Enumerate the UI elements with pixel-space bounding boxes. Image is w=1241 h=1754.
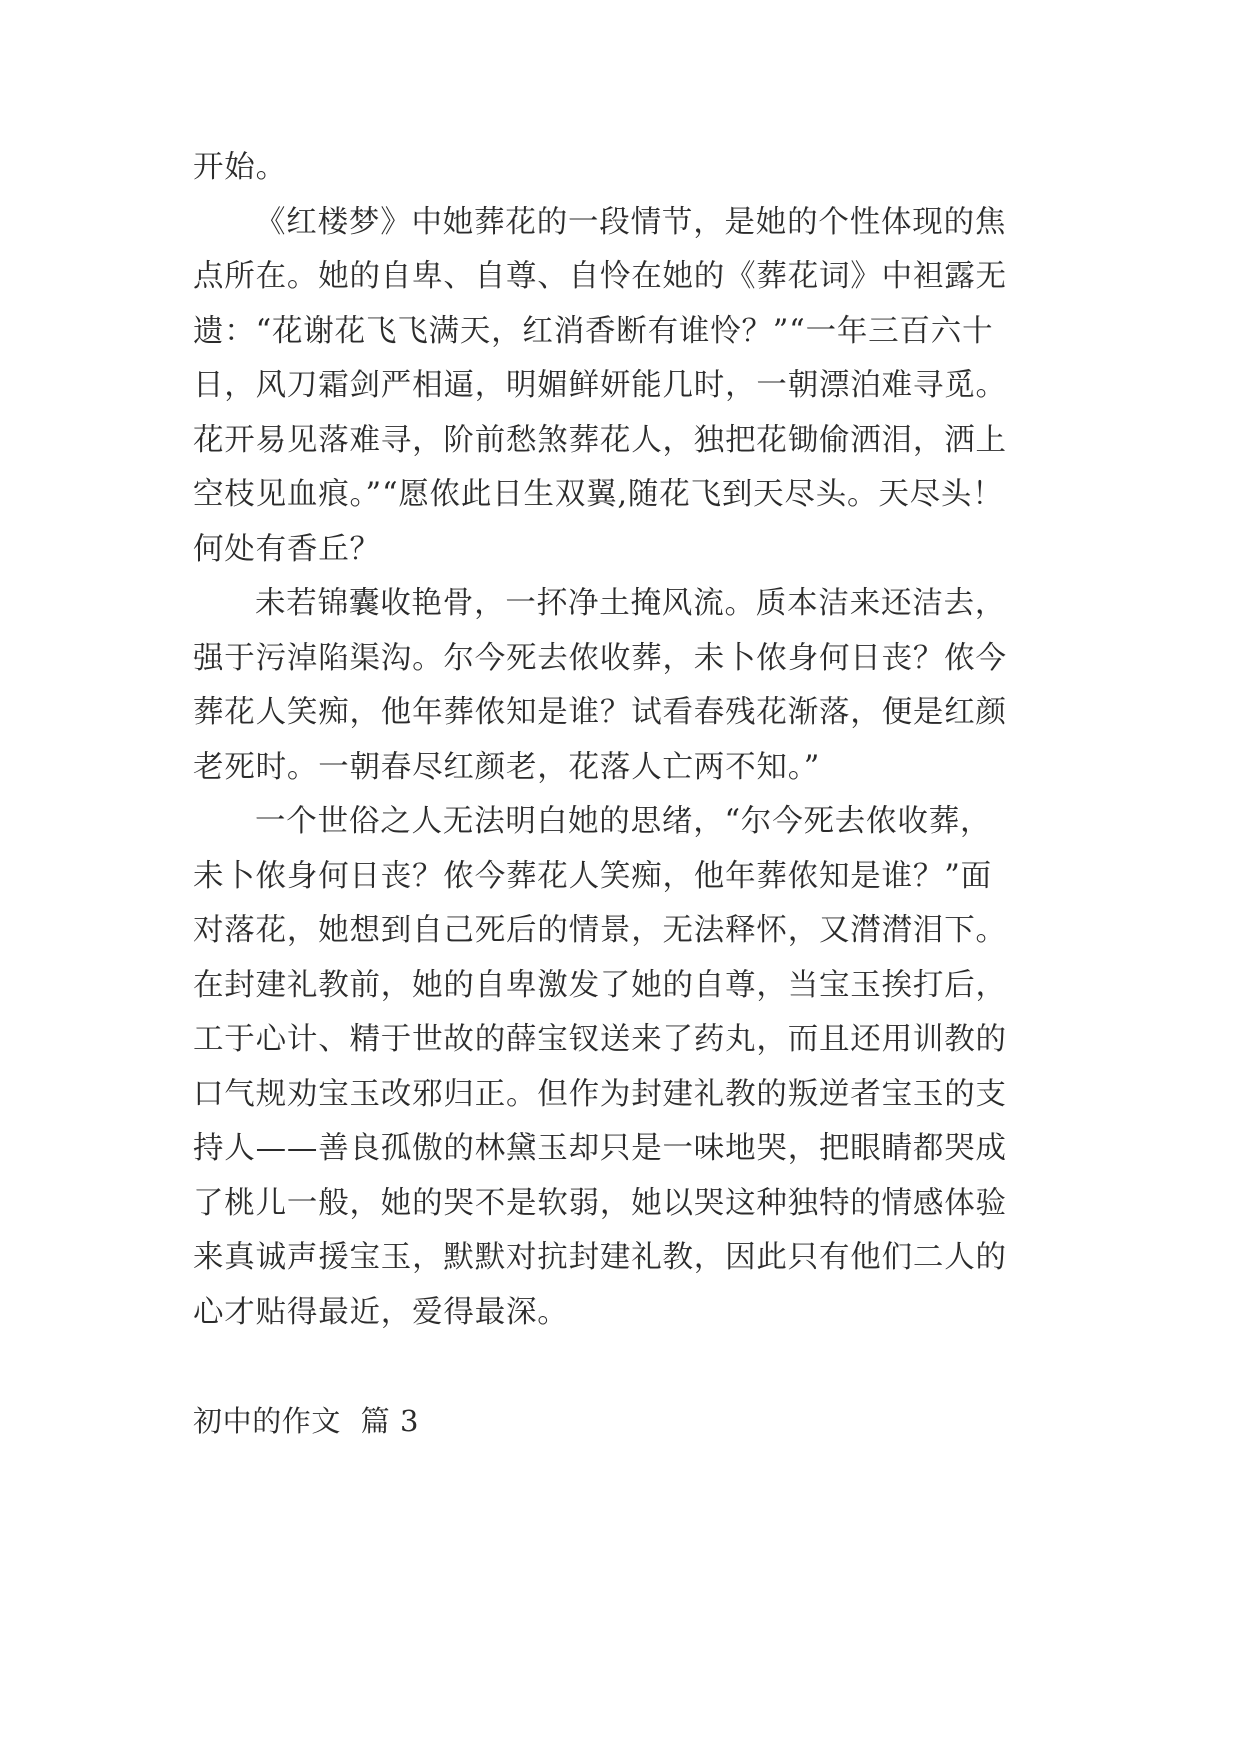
paragraph-line: 《红楼梦》中她葬花的一段情节，是她的个性体现的焦 [255, 205, 1007, 240]
text-line: 日，风刀霜剑严相逼，明媚鲜妍能几时，一朝漂泊难寻觅。 [193, 368, 1007, 403]
text-line: 工于心计、精于世故的薛宝钗送来了药丸，而且还用训教的 [193, 1022, 1007, 1057]
text-line: 点所在。她的自卑、自尊、自怜在她的《葬花词》中袒露无 [193, 259, 1007, 294]
text-line: 持人——善良孤傲的林黛玉却只是一味地哭，把眼睛都哭成 [193, 1131, 1007, 1166]
text-line: 口气规劝宝玉改邪归正。但作为封建礼教的叛逆者宝玉的支 [193, 1077, 1007, 1112]
paragraph-line: 一个世俗之人无法明白她的思绪，“尔今死去侬收葬， [255, 804, 992, 839]
text-line: 葬花人笑痴，他年葬侬知是谁？试看春残花渐落，便是红颜 [193, 695, 1007, 730]
text-line: 对落花，她想到自己死后的情景，无法释怀，又潸潸泪下。 [193, 913, 1007, 948]
text-line: 遗：“花谢花飞飞满天，红消香断有谁怜？”“一年三百六十 [193, 314, 994, 349]
text-line: 何处有香丘？ [193, 532, 381, 567]
paragraph-line: 未若锦囊收艳骨，一抔净土掩风流。质本洁来还洁去， [255, 586, 1007, 621]
text-line: 心才贴得最近，爱得最深。 [193, 1295, 569, 1330]
section-heading: 初中的作文 篇 3 [193, 1404, 420, 1438]
text-line: 在封建礼教前，她的自卑激发了她的自尊，当宝玉挨打后， [193, 968, 1007, 1003]
text-line: 了桃儿一般，她的哭不是软弱，她以哭这种独特的情感体验 [193, 1186, 1007, 1221]
text-line: 老死时。一朝春尽红颜老，花落人亡两不知。” [193, 750, 821, 785]
text-line: 空枝见血痕。”“愿侬此日生双翼,随花飞到天尽头。天尽头！ [193, 477, 1004, 512]
text-line: 花开易见落难寻，阶前愁煞葬花人，独把花锄偷洒泪，洒上 [193, 423, 1007, 458]
text-line: 未卜侬身何日丧？侬今葬花人笑痴，他年葬侬知是谁？”面 [193, 859, 992, 894]
text-line: 强于污淖陷渠沟。尔今死去侬收葬，未卜侬身何日丧？侬今 [193, 641, 1007, 676]
text-line: 来真诚声援宝玉，默默对抗封建礼教，因此只有他们二人的 [193, 1240, 1007, 1275]
text-line: 开始。 [193, 150, 287, 185]
